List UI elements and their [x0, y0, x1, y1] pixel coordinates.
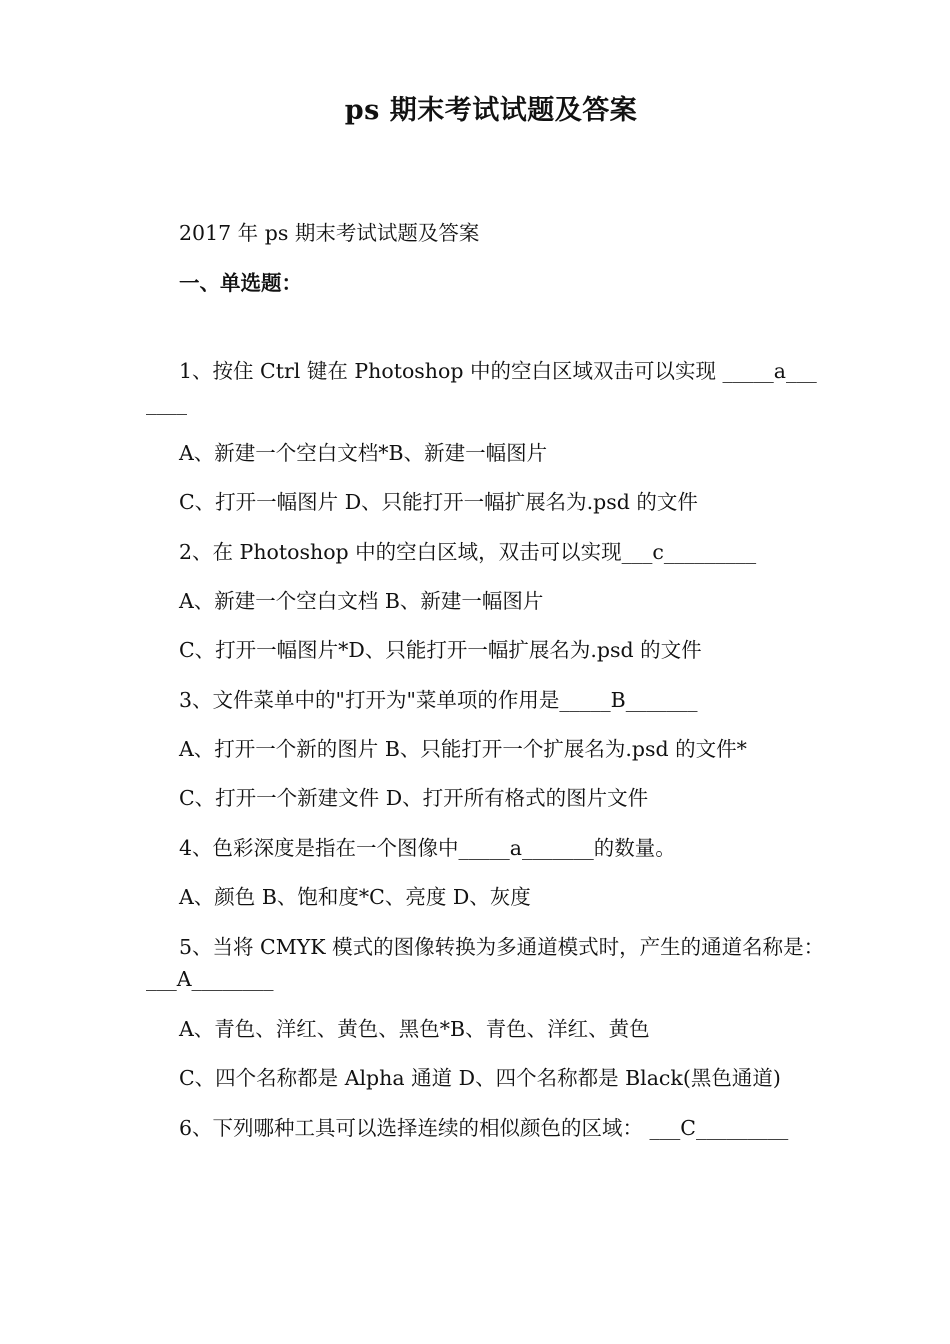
question-3-options-cd: C、打开一个新建文件 D、打开所有格式的图片文件	[179, 786, 649, 810]
question-5: 5、当将 CMYK 模式的图像转换为多通道模式时，产生的通道名称是：___A________	[146, 935, 825, 991]
question-3-options-ab: A、打开一个新的图片 B、只能打开一个扩展名为.psd 的文件*	[179, 737, 747, 761]
question-2-options-ab: A、新建一个空白文档 B、新建一幅图片	[179, 589, 544, 613]
question-3: 3、文件菜单中的"打开为"菜单项的作用是_____B_______	[179, 688, 698, 712]
question-4-options: A、颜色 B、饱和度*C、亮度 D、灰度	[179, 885, 531, 909]
question-6: 6、下列哪种工具可以选择连续的相似颜色的区域： ___C_________	[179, 1116, 789, 1140]
question-1: 1、按住 Ctrl 键在 Photoshop 中的空白区域双击可以实现 _____a_______	[146, 359, 817, 415]
document-subtitle: 2017 年 ps 期末考试试题及答案	[179, 221, 480, 245]
question-2: 2、在 Photoshop 中的空白区域，双击可以实现___c_________	[179, 540, 757, 564]
question-5-options-cd: C、四个名称都是 Alpha 通道 D、四个名称都是 Black(黑色通道)	[179, 1066, 781, 1090]
question-1-options-ab: A、新建一个空白文档*B、新建一幅图片	[179, 441, 548, 465]
section-heading: 一、单选题：	[179, 271, 302, 295]
question-1-options-cd: C、打开一幅图片 D、只能打开一幅扩展名为.psd 的文件	[179, 490, 698, 514]
question-4: 4、色彩深度是指在一个图像中_____a_______的数量。	[179, 836, 676, 860]
question-5-options-ab: A、青色、洋红、黄色、黑色*B、青色、洋红、黄色	[179, 1017, 650, 1041]
document-title: ps 期末考试试题及答案	[344, 95, 638, 126]
question-2-options-cd: C、打开一幅图片*D、只能打开一幅扩展名为.psd 的文件	[179, 638, 702, 662]
